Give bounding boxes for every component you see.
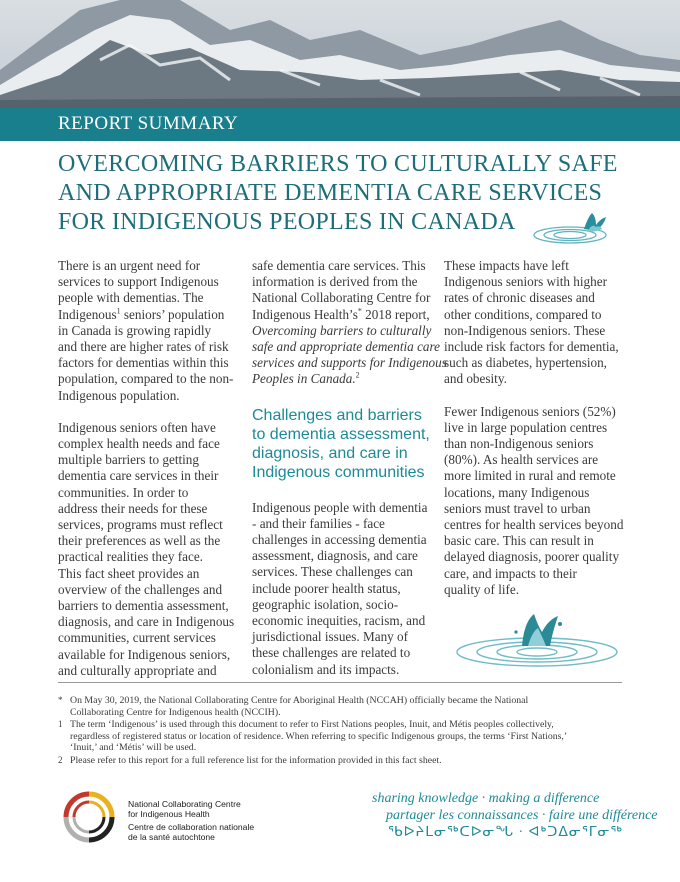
text-line: services to support Indigenous (58, 274, 219, 290)
needs-paragraph (58, 420, 248, 679)
footnotes (58, 695, 638, 768)
text-line: quality of life. (444, 581, 520, 597)
lotus-water-illustration (530, 205, 610, 255)
challenges-paragraph (252, 500, 442, 678)
body-column-2 (252, 258, 447, 678)
text-line: geographic isolation, socio- (252, 596, 399, 612)
text-line: diagnosis, and care in Indigenous (58, 614, 235, 630)
text-line (252, 371, 442, 387)
tagline-syllabics: ᖃᐅᔨᒪᓂᖅᑕᐅᓂᖓ · ᐊᒃᑐᐃᓂᕐᒥᓂᖅ (388, 825, 623, 840)
text-line: these challenges are related to (252, 645, 411, 661)
text-line: Fewer Indigenous seniors (52%) (444, 403, 616, 419)
text-fragment: 2018 report, (361, 306, 430, 322)
text-line: practical realities they face. (58, 549, 203, 565)
text-line: than non-Indigenous seniors (444, 436, 594, 452)
text-line: information is derived from the (252, 274, 418, 290)
tagline-french: partager les connaissances · faire une différence (386, 808, 658, 823)
text-line: - and their families - face (252, 515, 385, 531)
body-column-3 (444, 258, 634, 598)
text-line: complex health needs and face (58, 436, 220, 452)
footnote-mark: * (58, 695, 63, 705)
text-fragment: Indigenous Health’s (252, 306, 358, 322)
text-line: include poorer health status, (252, 580, 401, 596)
text-fragment: seniors’ population (120, 306, 225, 322)
text-line: (80%). As health services are (444, 452, 599, 468)
text-line: Indigenous people with dementia (252, 499, 428, 515)
section-heading (252, 406, 442, 482)
text-line: include risk factors for dementia, (444, 339, 619, 355)
text-line: population, compared to the non- (58, 371, 234, 387)
text-line (58, 307, 248, 323)
text-line: available for Indigenous seniors, (58, 646, 231, 662)
title-line: AND APPROPRIATE DEMENTIA CARE SERVICES (58, 180, 603, 206)
text-line: overview of the challenges and (58, 581, 223, 597)
org-name-fr: Centre de collaboration nationale (128, 822, 255, 833)
intro-paragraph (58, 258, 248, 404)
text-line: seniors must travel to urban (444, 500, 591, 516)
text-line: care, and impacts to their (444, 565, 577, 581)
source-paragraph (252, 258, 447, 388)
impacts-paragraph (444, 258, 634, 388)
footnote-star (58, 695, 638, 718)
text-line: assessment, diagnosis, and care (252, 548, 418, 564)
text-line: such as diabetes, hypertension, (444, 355, 607, 371)
text-line: locations, many Indigenous (444, 484, 590, 500)
footnote-line: regardless of registered status or location of residence. When referring to specific Indigenous groups, the terms ‘First Nations,’ (70, 730, 568, 742)
footnote-line: On May 30, 2019, the National Collaborating Centre for Aboriginal Health (NCCAH) officially became the National (70, 695, 529, 706)
text-line: and there are higher rates of risk (58, 339, 229, 355)
text-fragment: Indigenous (58, 306, 117, 322)
org-name-en: National Collaborating Centre (128, 799, 241, 809)
text-line: rates of chronic diseases and (444, 290, 595, 306)
text-line: services, programs must reflect (58, 517, 223, 533)
title-line: FOR INDIGENOUS PEOPLES IN CANADA (58, 209, 516, 235)
heading-line: diagnosis, and care in (252, 444, 408, 462)
text-line: communities. In order to (58, 484, 189, 500)
footnote-line: The term ‘Indigenous’ is used through this document to refer to First Nations peoples, Inuit, and Métis peoples collectively, (70, 719, 554, 731)
footnote-line: ‘Inuit,’ and ‘Métis’ will be used. (70, 742, 197, 754)
population-paragraph (444, 404, 634, 598)
report-title-line: safe and appropriate dementia care (252, 339, 441, 355)
text-line: centres for health services beyond (444, 517, 624, 533)
banner-label: REPORT SUMMARY (58, 113, 239, 134)
body-column-1 (58, 258, 248, 679)
heading-line: Challenges and barriers (252, 406, 422, 424)
footnote-line: Please refer to this report for a full reference list for the information provided in this fact sheet. (70, 754, 442, 766)
footnote-divider (58, 682, 622, 683)
tagline-english: sharing knowledge · making a difference (372, 791, 600, 806)
text-line: their preferences as well as the (58, 533, 221, 549)
footnote-mark: 2 (58, 754, 63, 765)
text-line: safe dementia care services. This (252, 258, 426, 273)
water-splash-illustration (452, 612, 622, 677)
report-summary-banner (0, 108, 680, 141)
footnote-ref: 1 (116, 306, 121, 316)
text-line: dementia care services in their (58, 468, 219, 484)
text-line: Indigenous seniors often have (58, 419, 216, 435)
footnote-1 (58, 719, 638, 754)
organization-name (128, 800, 254, 842)
text-line: and culturally appropriate and (58, 662, 217, 678)
report-title-line: Overcoming barriers to culturally (252, 322, 432, 338)
title-line: OVERCOMING BARRIERS TO CULTURALLY SAFE (58, 151, 618, 177)
text-line: Indigenous seniors with higher (444, 274, 607, 290)
footnote-mark: 1 (58, 719, 63, 730)
org-name-fr: de la santé autochtone (128, 831, 215, 842)
text-line (252, 307, 442, 323)
tagline (372, 790, 658, 841)
text-line: basic care. This can result in (444, 533, 594, 549)
text-line: people with dementias. The (58, 290, 204, 306)
text-line: services. These challenges can (252, 564, 413, 580)
text-line: in Canada is growing rapidly (58, 322, 212, 338)
text-line: challenges in accessing dementia (252, 532, 427, 548)
heading-line: to dementia assessment, (252, 425, 430, 443)
text-line: live in large population centres (444, 419, 608, 435)
text-line: barriers to dementia assessment, (58, 598, 229, 614)
text-line: delayed diagnosis, poorer quality (444, 549, 620, 565)
text-line: There is an urgent need for (58, 258, 201, 273)
text-line: This fact sheet provides an (58, 565, 200, 581)
footnote-ref: 2 (355, 371, 360, 381)
text-line: National Collaborating Centre for (252, 290, 431, 306)
report-title-line: services and supports for Indigenous (252, 355, 447, 371)
nccih-logo-icon (60, 788, 118, 851)
text-line: factors for dementias within this (58, 355, 229, 371)
text-line: jurisdictional issues. Many of (252, 629, 409, 645)
text-line: These impacts have left (444, 258, 569, 273)
text-line: more limited in rural and remote (444, 468, 616, 484)
footnote-2 (58, 755, 638, 767)
report-title-line: Peoples in Canada. (252, 371, 356, 387)
text-line: and obesity. (444, 371, 507, 387)
footnote-ref: * (357, 306, 362, 316)
text-line: colonialism and its impacts. (252, 661, 400, 677)
footnote-line: Collaborating Centre for Indigenous health (NCCIH). (70, 706, 281, 718)
text-line: communities, current services (58, 630, 216, 646)
text-line: other conditions, compared to (444, 306, 602, 322)
org-name-en: for Indigenous Health (128, 808, 210, 819)
text-line: Indigenous population. (58, 387, 180, 403)
text-line: multiple barriers to getting (58, 452, 199, 468)
text-line: economic inequities, racism, and (252, 613, 426, 629)
hero-mountain-image (0, 0, 680, 110)
text-line: non-Indigenous seniors. These (444, 322, 606, 338)
text-line: address their needs for these (58, 500, 208, 516)
heading-line: Indigenous communities (252, 463, 425, 481)
